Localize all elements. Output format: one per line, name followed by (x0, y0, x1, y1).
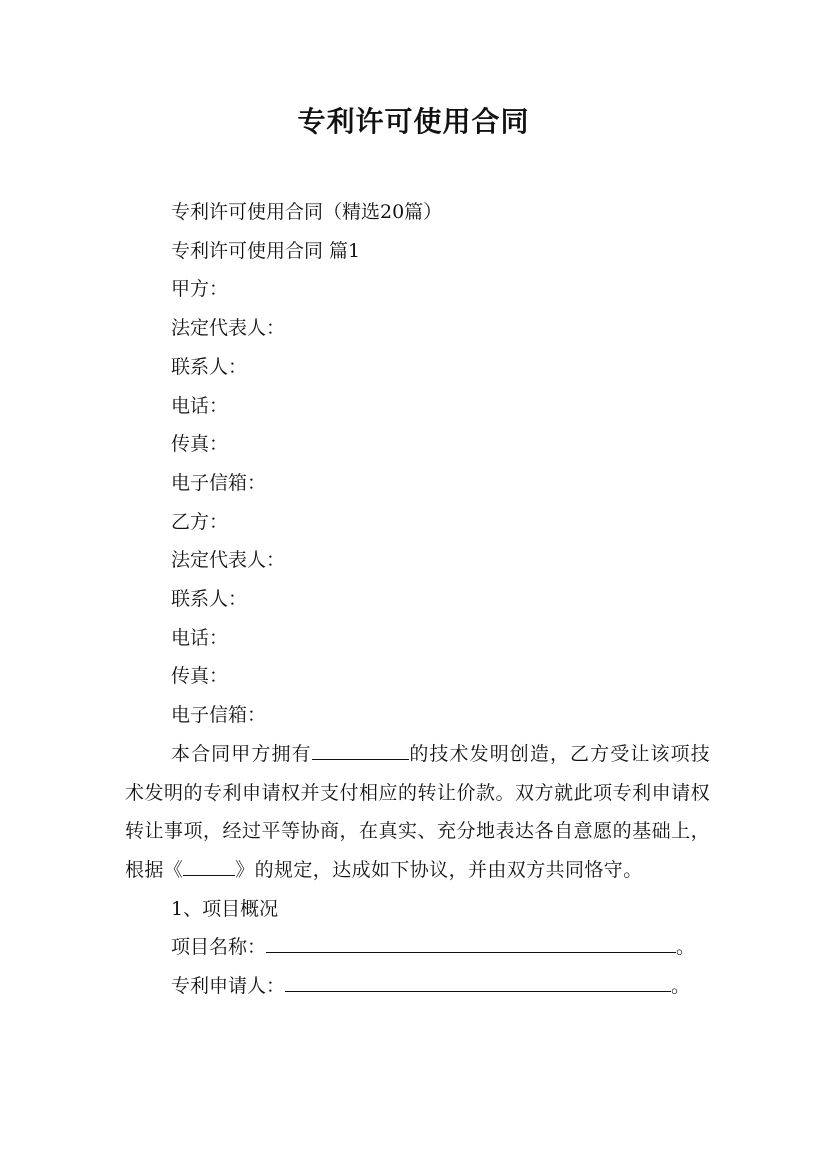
intro-paragraph (125, 735, 710, 890)
party-a-email: 电子信箱： (171, 471, 267, 494)
party-b-contact: 联系人： (171, 588, 248, 611)
document-subtitle: 专利许可使用合同（精选20篇） (171, 201, 443, 223)
project-name-row (125, 928, 710, 967)
tech-name-blank (312, 737, 409, 760)
party-b-phone: 电话： (171, 626, 229, 649)
project-name-blank (266, 930, 676, 953)
party-b-email: 电子信箱： (171, 704, 267, 727)
party-a-phone: 电话： (171, 394, 229, 417)
project-name-label: 项目名称： (171, 936, 267, 959)
party-a-fax: 传真： (171, 433, 229, 456)
applicant-row (125, 967, 710, 1006)
document-title: 专利许可使用合同 (297, 105, 530, 138)
section-heading: 专利许可使用合同 篇1 (171, 239, 361, 262)
applicant-blank (285, 969, 671, 992)
law-name-blank (183, 853, 235, 876)
party-a-label: 甲方： (171, 278, 229, 301)
applicant-label: 专利申请人： (171, 975, 286, 998)
party-a-contact: 联系人： (171, 355, 248, 378)
party-b-fax: 传真： (171, 665, 229, 688)
intro-part2: 的技术发明创造，乙方受让该项技术发明的专利申请权并支付相应的转让价款。双方就此项专利申请权转让事项，经过平等协商，在真实、充分地表达各自意愿的基础上，根据《 (125, 742, 710, 881)
applicant-end: 。 (671, 975, 691, 998)
intro-part3: 》的规定，达成如下协议，并由双方共同恪守。 (235, 858, 643, 881)
party-b-legal-rep: 法定代表人： (171, 549, 286, 572)
section1-heading: 1、项目概况 (171, 897, 279, 920)
party-b-label: 乙方： (171, 510, 229, 533)
project-name-end: 。 (676, 936, 696, 959)
document-body (125, 193, 710, 1006)
party-a-legal-rep: 法定代表人： (171, 317, 286, 340)
intro-part1: 本合同甲方拥有 (171, 742, 312, 765)
